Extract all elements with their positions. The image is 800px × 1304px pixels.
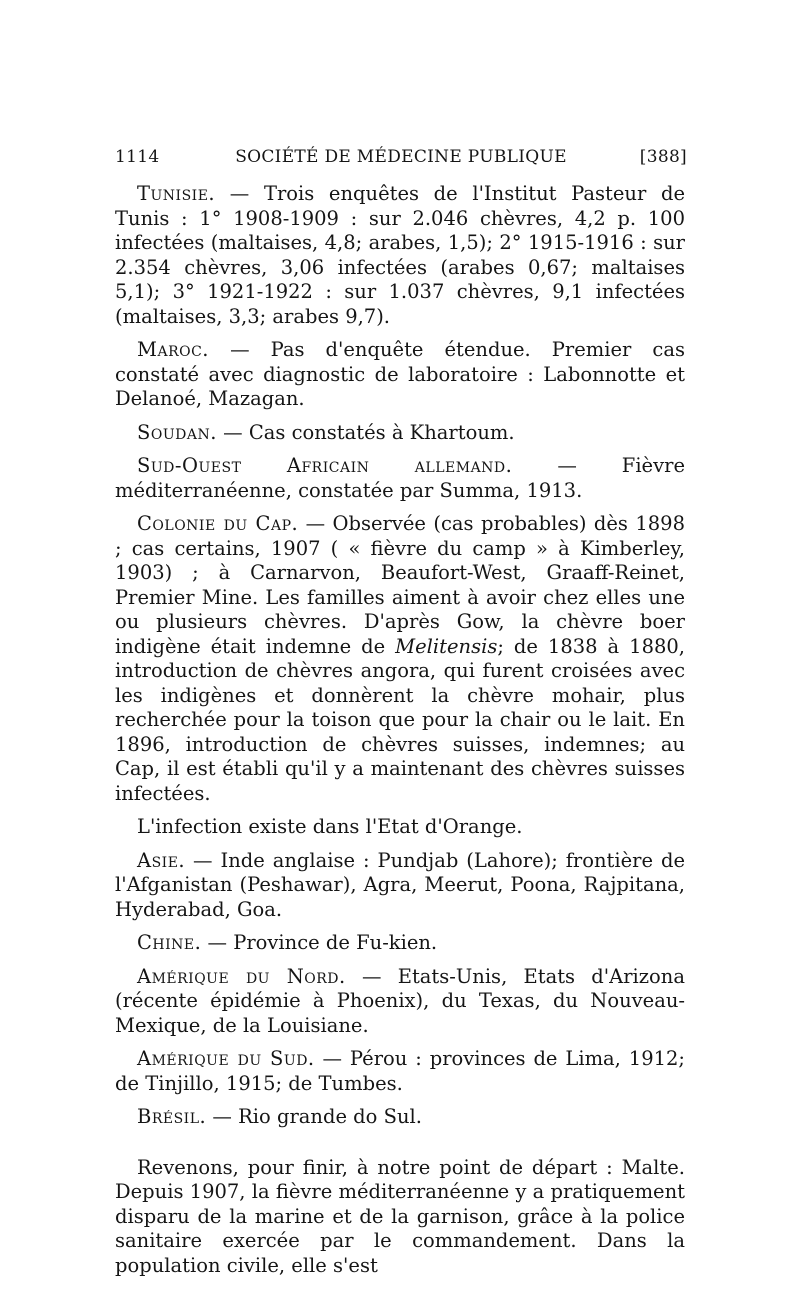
region-label: Brésil. xyxy=(137,1105,207,1128)
region-label: Asie. xyxy=(137,848,186,872)
region-label: Amérique du Nord. xyxy=(137,964,346,988)
region-label: Soudan. xyxy=(137,420,217,444)
paragraph-text: — Pérou : provinces de Lima, 1912; de Tinjillo, 1915; de Tumbes. xyxy=(115,1047,685,1095)
paragraph-colonie-du-cap xyxy=(115,512,685,806)
body-text xyxy=(115,182,685,1287)
paragraph-text: — Pas d'enquête étendue. Premier cas constaté avec diagnostic de laboratoire : Labonnotte et Delanoé, Mazagan. xyxy=(115,338,685,410)
region-label: Maroc. xyxy=(137,338,210,361)
paragraph-asie xyxy=(115,849,685,923)
paragraph-text: — Cas constatés à Khartoum. xyxy=(216,420,515,444)
paragraph-amerique-du-sud xyxy=(115,1047,685,1096)
italic-term: Melitensis xyxy=(395,634,498,658)
paragraph-text: — Province de Fu-kien. xyxy=(201,931,438,954)
paragraph-malte xyxy=(115,1156,685,1279)
paragraph-amerique-du-nord xyxy=(115,965,685,1039)
paragraph-tunisie xyxy=(115,182,685,329)
region-label: Amérique du Sud. xyxy=(137,1047,315,1070)
page-number: 1114 xyxy=(115,147,160,167)
paragraph-chine xyxy=(115,931,685,956)
paragraph-text: — Rio grande do Sul. xyxy=(206,1105,422,1128)
paragraph-text: — Etats-Unis, Etats d'Arizona (récente épidémie à Phoenix), du Texas, du Nouveau-Mexique, de la Louisiane. xyxy=(115,964,685,1037)
region-label: Chine. xyxy=(137,931,202,954)
paragraph-text-continued: ; de 1838 à 1880, introduction de chèvres angora, qui furent croisées avec les indigènes et donnèrent la chèvre mohair, plus recherchée pour la toison que pour la chair ou le lait. En 1896, introduction de chèvres suisses, indemnes; au Cap, il est établi qu'il y a maintenant des chèvres suisses infectées. xyxy=(115,634,686,805)
paragraph-text: L'infection existe dans l'Etat d'Orange. xyxy=(137,815,523,838)
paragraph-orange xyxy=(115,815,685,840)
region-label: Sud-Ouest Africain allemand. xyxy=(137,454,513,477)
paragraph-soudan xyxy=(115,421,685,446)
page-reference: [388] xyxy=(639,147,687,167)
paragraph-text: — Fièvre méditerranéenne, constatée par Summa, 1913. xyxy=(115,454,685,502)
page-header xyxy=(115,147,687,173)
paragraph-maroc xyxy=(115,338,685,412)
paragraph-bresil xyxy=(115,1105,685,1130)
paragraph-text: — Inde anglaise : Pundjab (Lahore); frontière de l'Afganistan (Peshawar), Agra, Meerut, Poona, Rajpitana, Hyderabad, Goa. xyxy=(115,848,685,921)
paragraph-sud-ouest-africain xyxy=(115,454,685,503)
region-label: Colonie du Cap. xyxy=(137,512,299,535)
paragraph-text: — Trois enquêtes de l'Institut Pasteur de Tunis : 1° 1908-1909 : sur 2.046 chèvres, 4,2 p. 100 infectées (maltaises, 4,8; arabes, 1,5); 2° 1915-1916 : sur 2.354 chèvres, 3,06 infectées (arabes 0,67; maltaises 5,1); 3° 1921-1922 : sur 1.037 chèvres, 9,1 infectées (maltaises, 3,3; arabes 9,7). xyxy=(115,182,685,328)
region-label: Tunisie. xyxy=(137,182,216,205)
paragraph-text: Revenons, pour finir, à notre point de départ : Malte. Depuis 1907, la fièvre méditerranéenne y a pratiquement disparu de la marine et de la garnison, grâce à la police sanitaire exercée par le commandement. Dans la population civile, elle s'est xyxy=(115,1155,685,1277)
paragraph-text: — Observée (cas probables) dès 1898 ; cas certains, 1907 ( « fièvre du camp » à Kimberley, 1903) ; à Carnarvon, Beaufort-West, Graaff-Reinet, Premier Mine. Les familles aiment à avoir chez elles une ou plusieurs chèvres. D'après Gow, la chèvre boer indigène était indemne de xyxy=(115,512,685,658)
running-title: SOCIÉTÉ DE MÉDECINE PUBLIQUE xyxy=(235,147,567,167)
